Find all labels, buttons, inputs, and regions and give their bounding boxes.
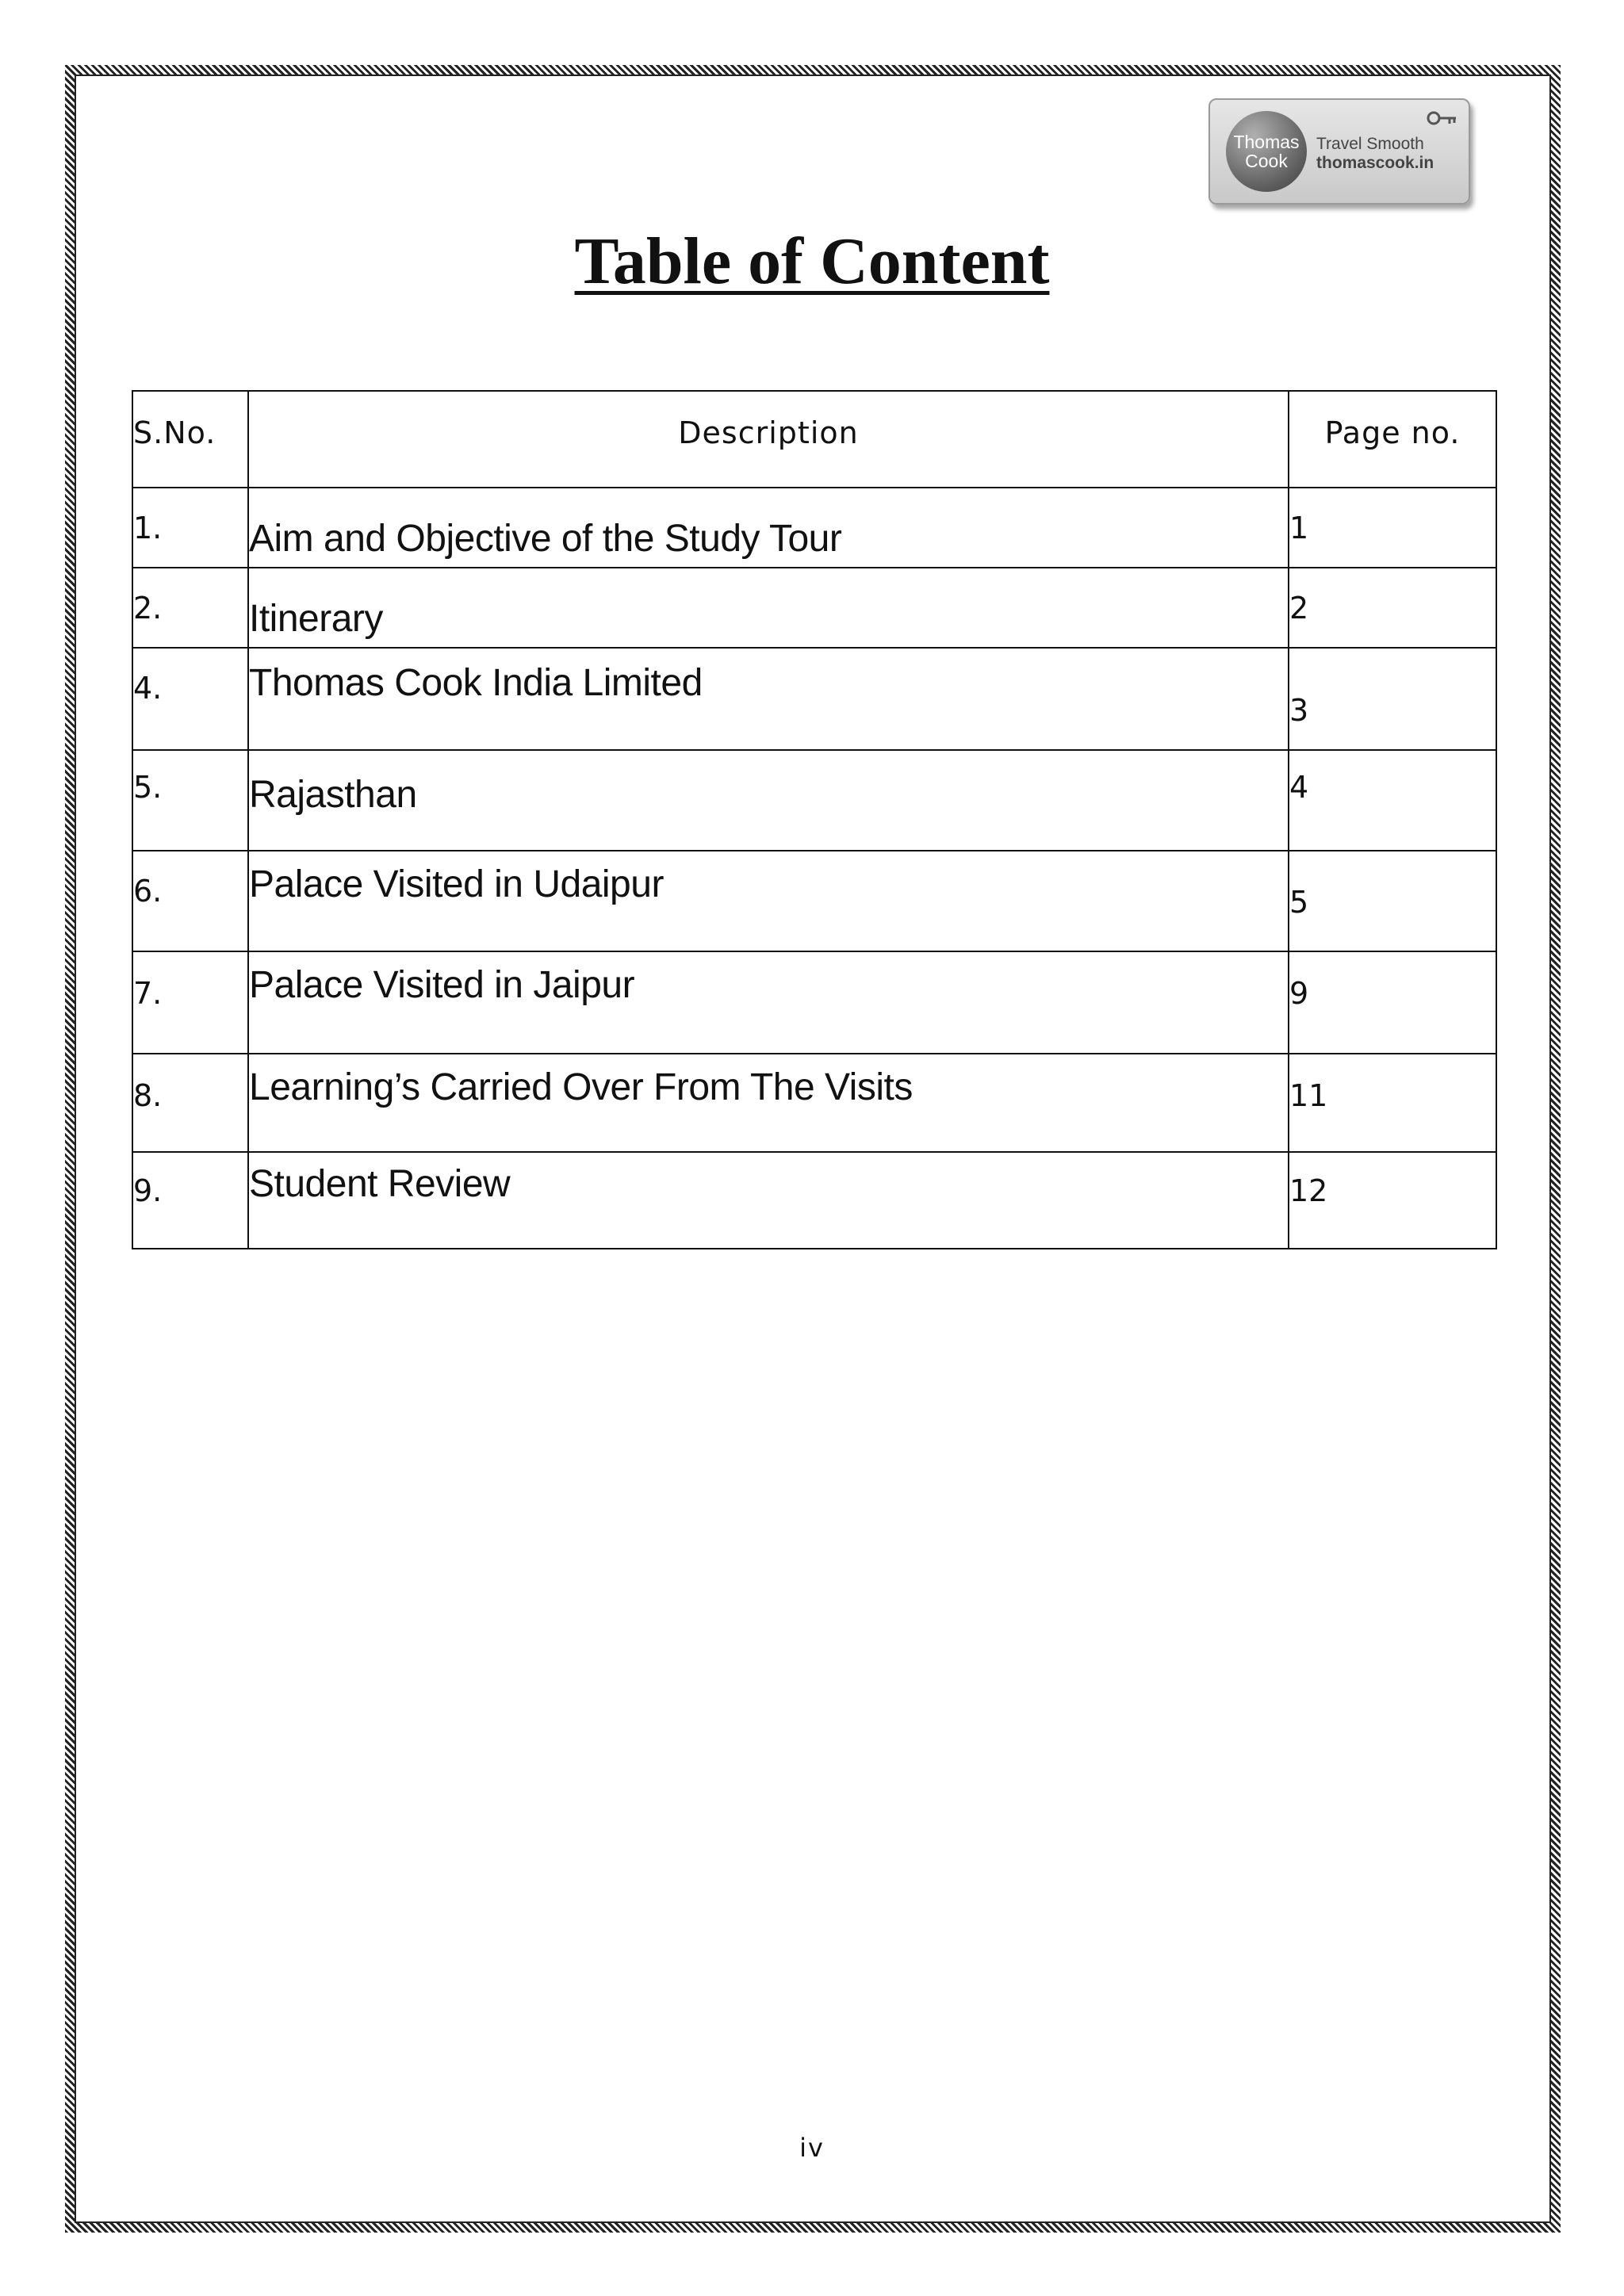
row-sno: 2. (132, 568, 248, 648)
logo-card (1208, 98, 1470, 205)
row-sno: 4. (132, 648, 248, 750)
row-description: Thomas Cook India Limited (248, 648, 1289, 750)
page-title (0, 222, 1624, 301)
logo-globe-icon (1226, 111, 1307, 192)
row-page: 11 (1289, 1054, 1496, 1152)
row-page: 4 (1289, 750, 1496, 851)
row-page: 3 (1289, 648, 1496, 750)
row-description: Learning’s Carried Over From The Visits (248, 1054, 1289, 1152)
row-sno: 6. (132, 851, 248, 951)
header-sno: S.No. (132, 391, 248, 488)
table-row (132, 1054, 1496, 1152)
table-row (132, 568, 1496, 648)
row-description: Rajasthan (248, 750, 1289, 851)
header-description: Description (248, 391, 1289, 488)
table-row (132, 851, 1496, 951)
row-description: Aim and Objective of the Study Tour (248, 488, 1289, 568)
row-page: 12 (1289, 1152, 1496, 1249)
table-row (132, 951, 1496, 1054)
logo-url: thomascook.in (1316, 154, 1434, 172)
header-page-no: Page no. (1289, 391, 1496, 488)
row-sno: 1. (132, 488, 248, 568)
row-sno: 7. (132, 951, 248, 1054)
row-page: 2 (1289, 568, 1496, 648)
key-icon (1426, 108, 1457, 128)
table-row (132, 1152, 1496, 1249)
logo-globe-line1: Thomas (1233, 132, 1300, 152)
row-description: Student Review (248, 1152, 1289, 1249)
logo-globe-line2: Cook (1245, 151, 1288, 171)
table-row (132, 648, 1496, 750)
table-header-row (132, 391, 1496, 488)
row-description: Itinerary (248, 568, 1289, 648)
thomas-cook-logo (1208, 98, 1478, 206)
row-page: 5 (1289, 851, 1496, 951)
table-of-contents (132, 390, 1497, 1249)
row-sno: 9. (132, 1152, 248, 1249)
row-sno: 8. (132, 1054, 248, 1152)
table-row (132, 488, 1496, 568)
table-row (132, 750, 1496, 851)
logo-tagline: Travel Smooth (1316, 135, 1424, 153)
logo-text (1316, 135, 1434, 173)
row-page: 1 (1289, 488, 1496, 568)
page-number: iv (799, 2133, 825, 2163)
row-sno: 5. (132, 750, 248, 851)
row-page: 9 (1289, 951, 1496, 1054)
row-description: Palace Visited in Jaipur (248, 951, 1289, 1054)
page-title-text: Table of Content (574, 224, 1050, 298)
row-description: Palace Visited in Udaipur (248, 851, 1289, 951)
